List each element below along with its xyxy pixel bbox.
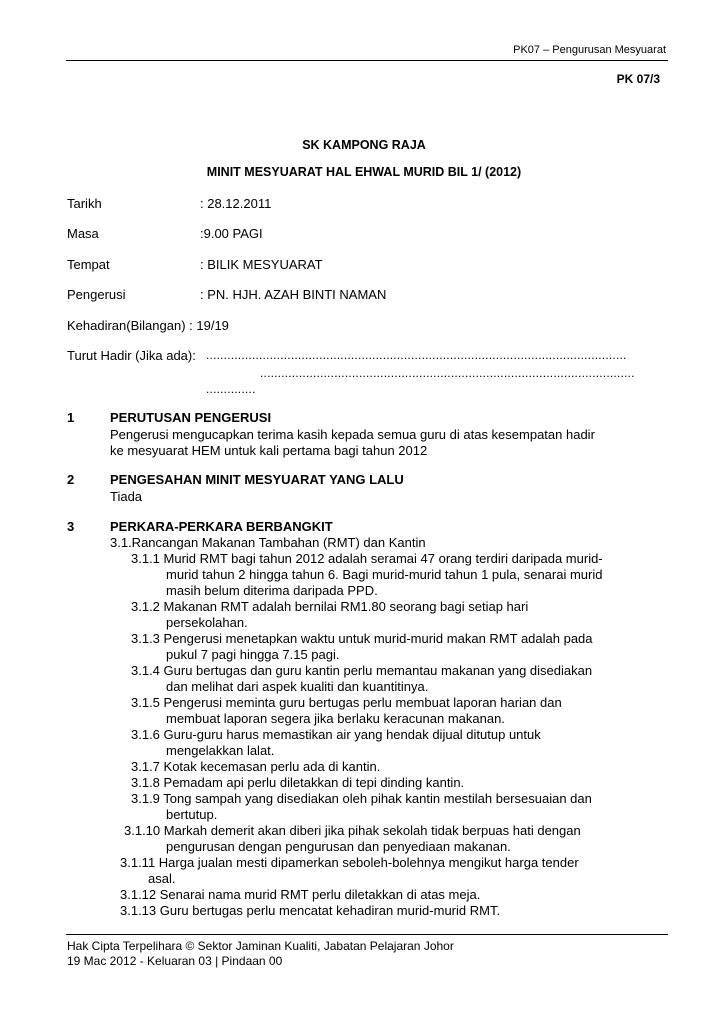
section-number: 3: [67, 519, 75, 534]
meeting-title: MINIT MESYUARAT HAL EHWAL MURID BIL 1/ (2012): [206, 165, 522, 179]
minute-item: 3.1.6 Guru-guru harus memastikan air yang hendak dijual ditutup untuk: [131, 727, 541, 742]
minute-item-continued: pukul 7 pagi hingga 7.15 pagi.: [166, 647, 340, 662]
section-number: 2: [67, 472, 75, 487]
minute-item-continued: mengelakkan lalat.: [166, 743, 275, 758]
section-title: PERUTUSAN PENGERUSI: [110, 410, 272, 425]
field-label: Tempat: [67, 257, 110, 272]
footer-revision: 19 Mac 2012 - Keluaran 03 | Pindaan 00: [67, 954, 283, 968]
minute-item: 3.1.13 Guru bertugas perlu mencatat kehadiran murid-murid RMT.: [120, 903, 501, 918]
footer-copyright: Hak Cipta Terpelihara © Sektor Jaminan Kualiti, Jabatan Pelajaran Johor: [67, 939, 454, 953]
form-code: PK 07/3: [616, 72, 660, 86]
minute-item-continued: masih belum diterima daripada PPD.: [166, 583, 378, 598]
field-kehadiran: [67, 318, 229, 333]
footer-divider: [66, 934, 668, 935]
field-masa: [67, 226, 263, 241]
field-label: Masa: [67, 226, 99, 241]
field-value: : PN. HJH. AZAH BINTI NAMAN: [200, 287, 387, 302]
minute-item: 3.1.10 Markah demerit akan diberi jika pihak sekolah tidak berpuas hati dengan: [124, 823, 581, 838]
minute-item: 3.1.3 Pengerusi menetapkan waktu untuk murid-murid makan RMT adalah pada: [131, 631, 593, 646]
field-label: Kehadiran(Bilangan): [67, 318, 186, 333]
section-text: ke mesyuarat HEM untuk kali pertama bagi tahun 2012: [110, 443, 428, 458]
minute-item-continued: bertutup.: [166, 807, 218, 822]
minute-item: 3.1.5 Pengerusi meminta guru bertugas perlu membuat laporan harian dan: [131, 695, 562, 710]
fill-dots: ..........................................................................................................: [260, 366, 635, 380]
section-number: 1: [67, 410, 75, 425]
section-title: PENGESAHAN MINIT MESYUARAT YANG LALU: [110, 472, 404, 487]
field-value: : BILIK MESYUARAT: [200, 257, 323, 272]
minute-item: 3.1.4 Guru bertugas dan guru kantin perlu memantau makanan yang disediakan: [131, 663, 593, 678]
minute-item: 3.1.2 Makanan RMT adalah bernilai RM1.80 seorang bagi setiap hari: [131, 599, 529, 614]
header-divider: [66, 60, 668, 61]
field-value: : 28.12.2011: [200, 196, 272, 211]
field-pengerusi: [67, 287, 386, 302]
minute-item-continued: persekolahan.: [166, 615, 248, 630]
minute-item-continued: dan melihat dari aspek kualiti dan kuantitinya.: [166, 679, 429, 694]
school-name: SK KAMPONG RAJA: [302, 138, 426, 152]
fill-dots: .......................................................................................................................: [206, 348, 627, 362]
minute-item: 3.1.9 Tong sampah yang disediakan oleh pihak kantin mestilah bersesuaian dan: [131, 791, 592, 806]
minute-item-continued: membuat laporan segera jika berlaku keracunan makanan.: [166, 711, 505, 726]
field-label: Pengerusi: [67, 287, 126, 302]
fill-dots: ..............: [206, 382, 256, 396]
field-turut-hadir: [67, 348, 196, 363]
document-reference: PK07 – Pengurusan Mesyuarat: [513, 44, 666, 56]
section-text: Pengerusi mengucapkan terima kasih kepada semua guru di atas kesempatan hadir: [110, 427, 595, 442]
minute-item-continued: pengurusan dengan pengurusan dan penyediaan makanan.: [166, 839, 511, 854]
minute-item: 3.1.11 Harga jualan mesti dipamerkan seboleh-bolehnya mengikut harga tender: [120, 855, 579, 870]
field-value: : 19/19: [185, 318, 229, 333]
minute-item: 3.1.7 Kotak kecemasan perlu ada di kantin.: [131, 759, 381, 774]
subsection-heading: 3.1.Rancangan Makanan Tambahan (RMT) dan Kantin: [110, 535, 426, 550]
minute-item: 3.1.12 Senarai nama murid RMT perlu diletakkan di atas meja.: [120, 887, 481, 902]
minute-item-continued: asal.: [148, 871, 176, 886]
field-label: Tarikh: [67, 196, 102, 211]
field-label: Turut Hadir (Jika ada):: [67, 348, 196, 363]
field-tarikh: [67, 196, 271, 211]
minute-item: 3.1.1 Murid RMT bagi tahun 2012 adalah seramai 47 orang terdiri daripada murid-: [131, 551, 603, 566]
field-tempat: [67, 257, 323, 272]
minute-item: 3.1.8 Pemadam api perlu diletakkan di tepi dinding kantin.: [131, 775, 465, 790]
section-text: Tiada: [110, 489, 143, 504]
section-title: PERKARA-PERKARA BERBANGKIT: [110, 519, 333, 534]
field-value: :9.00 PAGI: [200, 226, 263, 241]
minute-item-continued: murid tahun 2 hingga tahun 6. Bagi murid-murid tahun 1 pula, senarai murid: [166, 567, 603, 582]
